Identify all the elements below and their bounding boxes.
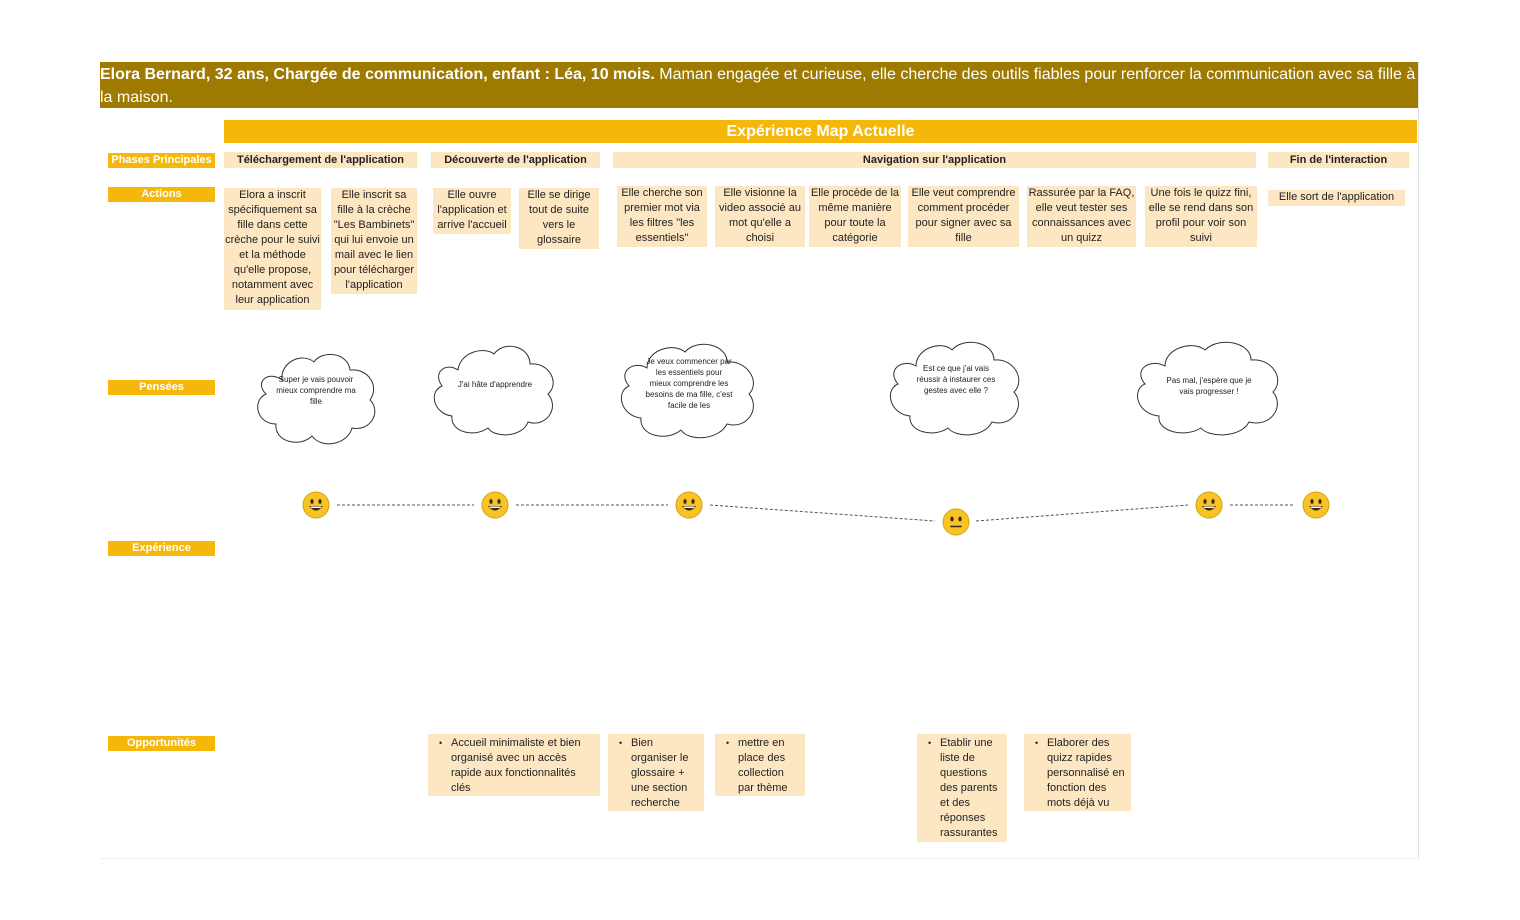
happy-face-icon: [1195, 491, 1223, 519]
action-card: Elle visionne la video associé au mot qu'elle a choisi: [715, 186, 805, 247]
happy-face-icon: [302, 491, 330, 519]
action-card: Elle ouvre l'application et arrive l'accueil: [433, 188, 511, 234]
row-label-experience: Expérience: [108, 541, 215, 556]
action-card: Une fois le quizz fini, elle se rend dans son profil pour voir son suivi: [1145, 186, 1257, 247]
opportunity-card: [715, 734, 805, 796]
row-label-phases: Phases Principales: [108, 153, 215, 168]
opportunity-item: • Accueil minimaliste et bien organisé avec un accès rapide aux fonctionnalités clés: [451, 736, 596, 796]
opportunity-item: • Etablir une liste de questions des parents et des réponses rassurantes: [940, 736, 1003, 841]
map-title: Expérience Map Actuelle: [224, 120, 1417, 143]
persona-name: Elora Bernard, 32 ans, Chargée de communication, enfant : Léa, 10 mois.: [100, 66, 655, 83]
opportunity-card: [1024, 734, 1131, 811]
persona-description: Maman engagée et curieuse, elle cherche des outils fiables pour renforcer la communication avec sa fille à la maison.: [100, 66, 1416, 106]
phase-telechargement: Téléchargement de l'application: [224, 152, 417, 168]
opportunity-card: [917, 734, 1007, 842]
opportunity-item: • Bien organiser le glossaire + une section recherche: [631, 736, 700, 811]
action-card: Elora a inscrit spécifiquement sa fille dans cette crèche pour le suivi et la méthode qu'elle propose, notamment avec leur application: [224, 188, 321, 310]
thought-text: Est ce que j'ai vais réussir à instaurer ces gestes avec elle ?: [916, 364, 996, 395]
happy-face-icon: [675, 491, 703, 519]
opportunity-card: [608, 734, 704, 811]
happy-face-icon: [481, 491, 509, 519]
phase-navigation: Navigation sur l'application: [613, 152, 1256, 168]
action-card: Elle veut comprendre comment procéder pour signer avec sa fille: [908, 186, 1019, 247]
thought-text: J'ai hâte d'apprendre: [457, 380, 533, 389]
action-card: Elle se dirige tout de suite vers le glossaire: [519, 188, 599, 249]
happy-face-icon: [1302, 491, 1330, 519]
experience-segment: [976, 505, 1188, 521]
phase-fin: Fin de l'interaction: [1268, 152, 1409, 168]
opportunity-card: [428, 734, 600, 796]
row-label-actions: Actions: [108, 187, 215, 202]
experience-segment: [710, 505, 935, 521]
action-card: Elle inscrit sa fille à la crèche "Les Bambinets" qui lui envoie un mail avec le lien pour télécharger l'application: [331, 188, 417, 294]
action-card: Elle sort de l'application: [1268, 190, 1405, 206]
neutral-face-icon: [942, 508, 970, 536]
action-card: Elle procède de la même manière pour toute la catégorie: [809, 186, 901, 247]
thought-text: Super je vais pouvoir mieux comprendre ma fille: [276, 375, 356, 406]
row-label-opportunites: Opportunités: [108, 736, 215, 751]
opportunity-item: • mettre en place des collection par thème: [738, 736, 801, 796]
action-card: Elle cherche son premier mot via les filtres "les essentiels": [617, 186, 707, 247]
phase-decouverte: Découverte de l'application: [431, 152, 600, 168]
row-label-pensees: Pensées: [108, 380, 215, 395]
action-card: Rassurée par la FAQ, elle veut tester ses connaissances avec un quizz: [1027, 186, 1136, 247]
thought-text: Pas mal, j'espère que je vais progresser !: [1166, 376, 1252, 396]
thought-text: Je veux commencer par les essentiels pour mieux comprendre les besoins de ma fille, c'est facile de les: [645, 357, 733, 410]
opportunity-item: • Elaborer des quizz rapides personnalisé en fonction des mots déjà vu: [1047, 736, 1127, 811]
